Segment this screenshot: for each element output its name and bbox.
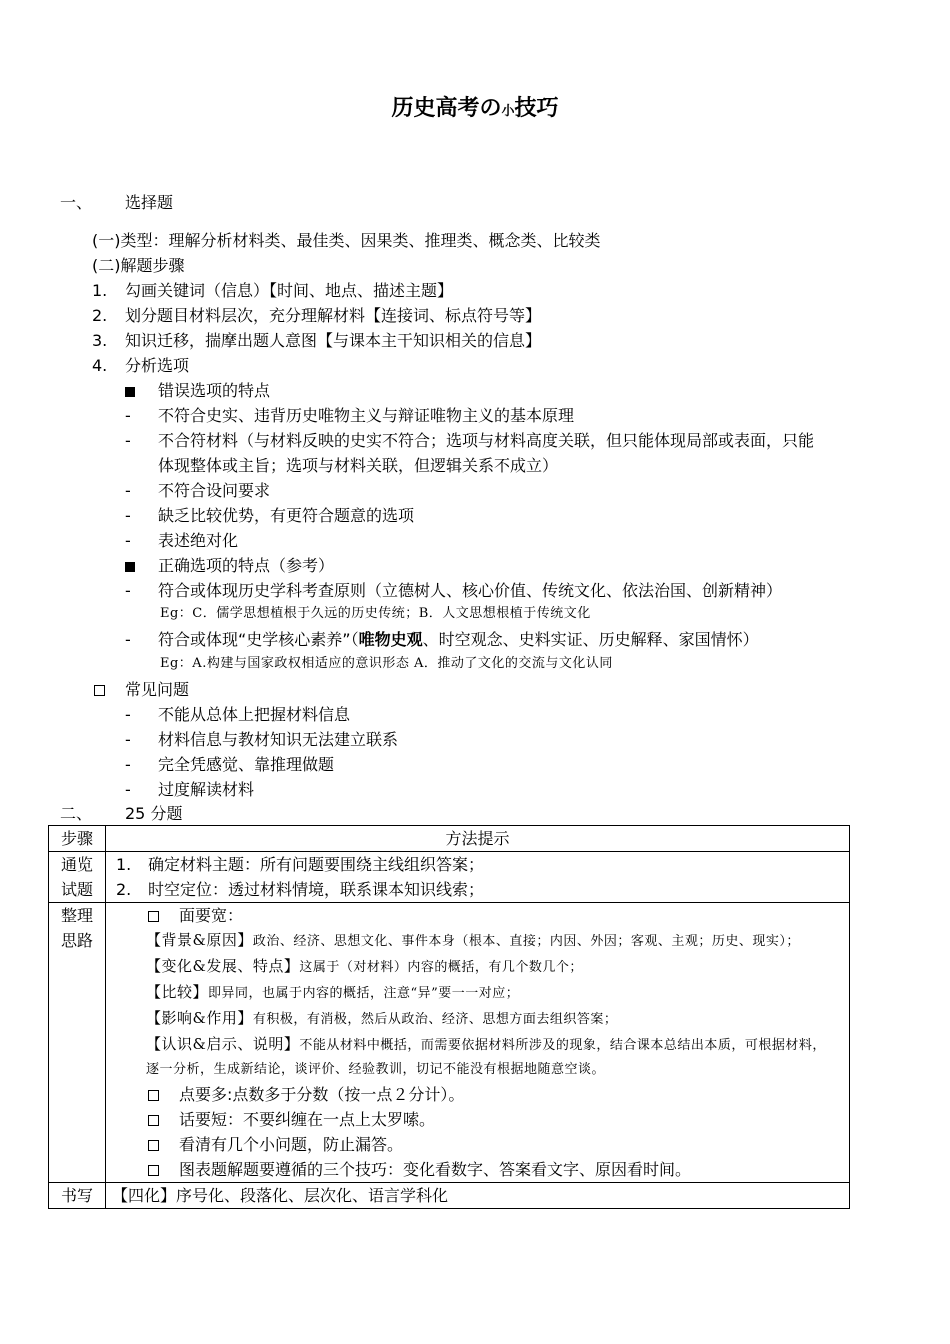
item-number: 2. — [116, 880, 132, 899]
method-paragraph — [106, 1006, 849, 1032]
header-col-step: 步骤 — [49, 826, 106, 852]
wrong-item: 不符合史实、违背历史唯物主义与辩证唯物主义的基本原理 — [158, 406, 575, 425]
tip-text: 看清有几个小问题，防止漏答。 — [179, 1135, 404, 1154]
row-content-organize — [106, 903, 850, 1183]
right-item-pre: 符合或体现“史学核心素养”（ — [158, 630, 359, 649]
tip-item — [106, 1157, 849, 1182]
table-row-writing — [49, 1183, 850, 1209]
dash-bullet: - — [125, 730, 131, 749]
square-bullet-icon — [125, 379, 135, 403]
paragraph-tag: 【比较】 — [146, 983, 209, 1001]
title-tail: 技巧 — [514, 96, 559, 121]
method-paragraph — [106, 954, 849, 980]
section1-label: 选择题 — [125, 193, 174, 212]
tip-item — [106, 1082, 849, 1107]
step-text: 知识迁移，揣摩出题人意图【与课本主干知识相关的信息】 — [125, 331, 542, 350]
table-header-row — [49, 826, 850, 852]
section2-label: 25 分题 — [125, 804, 183, 823]
table-row-organize — [49, 903, 850, 1183]
row-label-line: 整理 — [60, 906, 93, 925]
step-number: 1. — [92, 281, 108, 300]
wrong-item: 表述绝对化 — [158, 531, 239, 550]
steps-heading: (二)解题步骤 — [92, 256, 185, 275]
dash-bullet: - — [125, 481, 131, 500]
page-title — [0, 94, 950, 127]
paragraph-tag: 【认识&启示、说明】 — [146, 1035, 300, 1053]
item-number: 1. — [116, 855, 132, 874]
tip-text: 面要宽： — [179, 906, 244, 925]
dash-bullet: - — [125, 531, 131, 550]
tip-item — [106, 903, 849, 928]
table-list-item — [106, 852, 849, 877]
common-item: 不能从总体上把握材料信息 — [158, 705, 351, 724]
dash-bullet: - — [125, 581, 131, 600]
tip-text: 图表题解题要遵循的三个技巧：变化看数字、答案看文字、原因看时间。 — [179, 1160, 692, 1179]
row-label-line: 通览 — [60, 855, 93, 874]
common-item: 材料信息与教材知识无法建立联系 — [158, 730, 399, 749]
right-item-bold: 唯物史观 — [358, 630, 423, 649]
checkbox-icon — [148, 1140, 159, 1151]
checkbox-icon — [148, 1165, 159, 1176]
title-main: 历史高考の — [391, 96, 502, 121]
checkbox-icon — [148, 1115, 159, 1126]
section2-number: 二、 — [60, 804, 93, 823]
dash-bullet: - — [125, 780, 131, 799]
tip-text: 话要短：不要纠缠在一点上太罗嗦。 — [179, 1110, 436, 1129]
paragraph-text: 不能从材料中概括，而需要依据材料所涉及的现象，结合课本总结出本质，可根据材料，逐一分析，生成新结论，谈评价、经验教训，切记不能没有根据地随意空谈。 — [146, 1038, 826, 1077]
row-content-writing: 【四化】序号化、段落化、层次化、语言学科化 — [106, 1183, 850, 1209]
table-list-item — [106, 877, 849, 902]
common-item: 完全凭感觉、靠推理做题 — [158, 755, 335, 774]
paragraph-tag: 【变化&发展、特点】 — [146, 957, 300, 975]
paragraph-text: 这属于（对材料）内容的概括，有几个数几个； — [299, 960, 583, 975]
checkbox-icon — [148, 1090, 159, 1101]
dash-bullet: - — [125, 406, 131, 425]
checkbox-icon — [148, 911, 159, 922]
wrong-options-heading: 错误选项的特点 — [158, 381, 271, 400]
example-line: Eg：C．儒学思想植根于久远的历史传统；B．人文思想根植于传统文化 — [160, 606, 591, 621]
step-text: 勾画关键词（信息）【时间、地点、描述主题】 — [125, 281, 454, 300]
wrong-item: 缺乏比较优势，有更符合题意的选项 — [158, 506, 415, 525]
row-label-overview — [49, 852, 106, 903]
checkbox-icon — [94, 678, 105, 702]
dash-bullet: - — [125, 506, 131, 525]
tip-item — [106, 1107, 849, 1132]
step-text: 划分题目材料层次，充分理解材料【连接词、标点符号等】 — [125, 306, 542, 325]
example-line: Eg：A.构建与国家政权相适应的意识形态 A．推动了文化的交流与文化认同 — [160, 656, 613, 671]
right-item-post: 、时空观念、史料实证、历史解释、家国情怀） — [422, 630, 759, 649]
method-paragraph — [106, 980, 849, 1006]
row-label-line: 思路 — [60, 931, 93, 950]
common-heading: 常见问题 — [125, 680, 190, 699]
right-options-heading: 正确选项的特点（参考） — [158, 556, 335, 575]
paragraph-tag: 【背景&原因】 — [146, 931, 253, 949]
paragraph-text: 政治、经济、思想文化、事件本身（根本、直接；内因、外因；客观、主观；历史、现实）； — [252, 934, 800, 949]
dash-bullet: - — [125, 431, 131, 450]
wrong-item: 不合符材料（与材料反映的史实不符合；选项与材料高度关联，但只能体现局部或表面，只能 — [158, 431, 815, 450]
paragraph-tag: 【影响&作用】 — [146, 1009, 253, 1027]
methods-table — [48, 825, 850, 1209]
right-item: 符合或体现历史学科考查原则（立德树人、核心价值、传统文化、依法治国、创新精神） — [158, 581, 783, 600]
common-item: 过度解读材料 — [158, 780, 255, 799]
paragraph-text: 即异同，也属于内容的概括，注意“异”要一一对应； — [208, 986, 520, 1001]
paragraph-text: 有积极，有消极，然后从政治、经济、思想方面去组织答案； — [252, 1012, 618, 1027]
tip-text: 点要多:点数多于分数（按一点２分计）。 — [179, 1085, 465, 1104]
dash-bullet: - — [125, 630, 131, 649]
square-bullet-icon — [125, 554, 135, 578]
step-number: 2. — [92, 306, 108, 325]
step-number: 4. — [92, 356, 108, 375]
row-label-writing: 书写 — [49, 1183, 106, 1209]
item-text: 确定材料主题：所有问题要围绕主线组织答案； — [148, 855, 485, 874]
title-small: 小 — [501, 104, 515, 119]
wrong-item: 不符合设问要求 — [158, 481, 271, 500]
type-line: (一)类型：理解分析材料类、最佳类、因果类、推理类、概念类、比较类 — [92, 231, 601, 250]
method-paragraph — [106, 1032, 849, 1082]
row-label-organize — [49, 903, 106, 1183]
item-text: 时空定位：透过材料情境，联系课本知识线索； — [148, 880, 485, 899]
dash-bullet: - — [125, 755, 131, 774]
right-item — [158, 628, 759, 652]
table-row-overview — [49, 852, 850, 903]
wrong-item-continued: 体现整体或主旨；选项与材料关联，但逻辑关系不成立） — [158, 456, 559, 475]
header-col-method: 方法提示 — [106, 826, 850, 852]
row-label-line: 试题 — [60, 880, 93, 899]
row-content-overview — [106, 852, 850, 903]
section1-number: 一、 — [60, 193, 93, 212]
step-number: 3. — [92, 331, 108, 350]
method-paragraph — [106, 928, 849, 954]
tip-item — [106, 1132, 849, 1157]
dash-bullet: - — [125, 705, 131, 724]
step-text: 分析选项 — [125, 356, 190, 375]
